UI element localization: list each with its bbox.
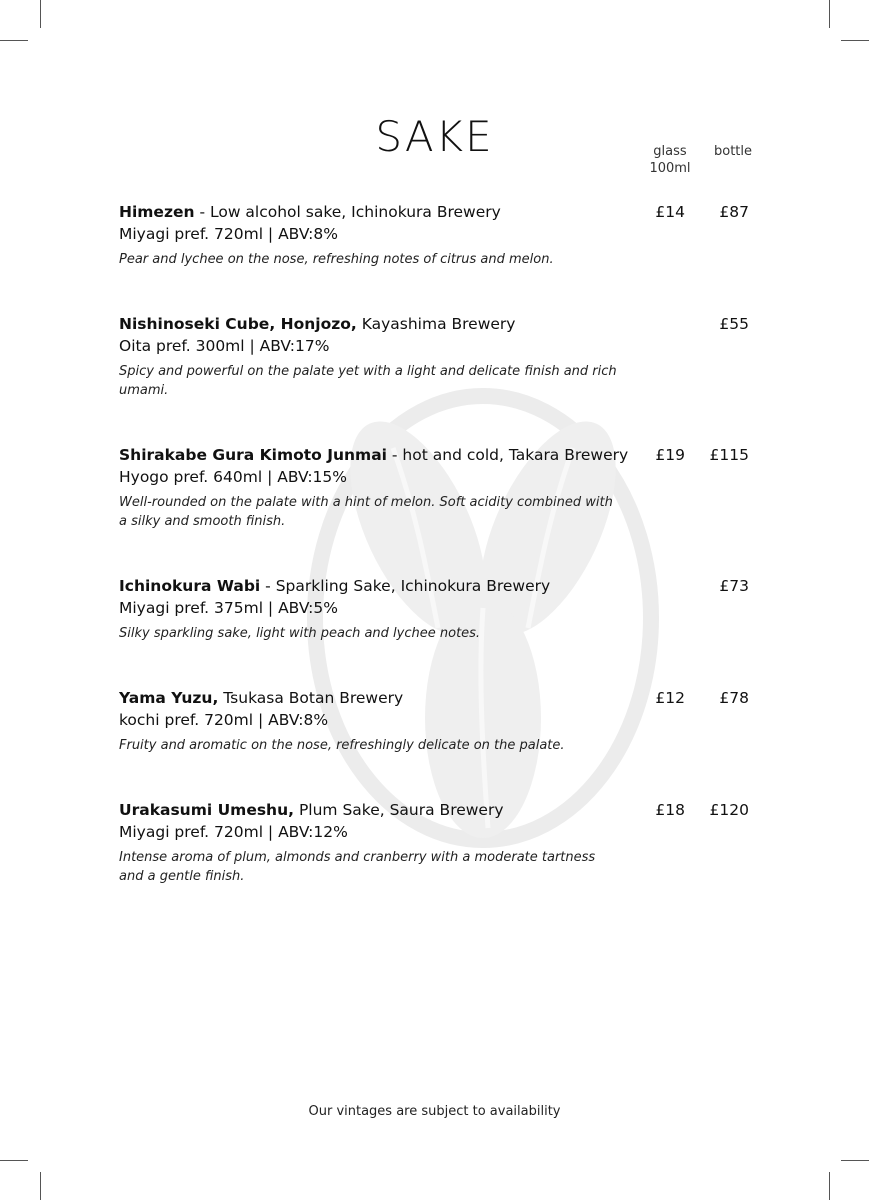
item-origin: Oita pref. 300ml | ABV:17% (119, 337, 330, 355)
list-item (119, 313, 759, 400)
item-name: Shirakabe Gura Kimoto Junmai (119, 446, 387, 464)
bottle-price: £73 (719, 577, 749, 595)
list-item (119, 799, 759, 886)
item-name: Ichinokura Wabi (119, 577, 261, 595)
item-description: Intense aroma of plum, almonds and cranberry with a moderate tartness and a gentle finish. (119, 850, 596, 884)
item-description: Pear and lychee on the nose, refreshing notes of citrus and melon. (119, 252, 554, 267)
crop-mark (841, 40, 869, 41)
item-detail: Kayashima Brewery (356, 315, 516, 333)
glass-price: £12 (655, 689, 685, 707)
bottle-price: £120 (709, 801, 749, 819)
item-origin: Hyogo pref. 640ml | ABV:15% (119, 468, 347, 486)
crop-mark (0, 40, 28, 41)
item-description: Silky sparkling sake, light with peach and lychee notes. (119, 626, 481, 641)
item-name: Urakasumi Umeshu, (119, 801, 295, 819)
item-detail: Plum Sake, Saura Brewery (294, 801, 504, 819)
bottle-price: £55 (719, 315, 749, 333)
glass-label: glass (653, 144, 687, 159)
bottle-column-header: bottle (713, 144, 752, 159)
item-detail: - Sparkling Sake, Ichinokura Brewery (260, 577, 551, 595)
page-title: SAKE (375, 112, 494, 161)
item-detail: - hot and cold, Takara Brewery (386, 446, 629, 464)
item-detail: Tsukasa Botan Brewery (218, 689, 404, 707)
item-origin: Miyagi pref. 720ml | ABV:8% (119, 225, 338, 243)
item-description: Spicy and powerful on the palate yet with a light and delicate finish and rich umami. (119, 364, 617, 398)
bottle-price: £78 (719, 689, 749, 707)
crop-mark (829, 1172, 830, 1200)
glass-price: £14 (655, 203, 685, 221)
item-detail: - Low alcohol sake, Ichinokura Brewery (194, 203, 501, 221)
item-description: Fruity and aromatic on the nose, refreshingly delicate on the palate. (119, 738, 565, 753)
bottle-price: £115 (709, 446, 749, 464)
item-name: Yama Yuzu, (119, 689, 219, 707)
list-item (119, 575, 759, 643)
glass-price: £19 (655, 446, 685, 464)
list-item (119, 687, 759, 755)
item-origin: kochi pref. 720ml | ABV:8% (119, 711, 329, 729)
crop-mark (841, 1160, 869, 1161)
glass-price: £18 (655, 801, 685, 819)
item-name: Himezen (119, 203, 195, 221)
glass-column-header (642, 143, 698, 177)
bottle-price: £87 (719, 203, 749, 221)
crop-mark (829, 0, 830, 28)
item-origin: Miyagi pref. 375ml | ABV:5% (119, 599, 338, 617)
list-item (119, 444, 759, 531)
item-name: Nishinoseki Cube, Honjozo, (119, 315, 357, 333)
crop-mark (40, 1172, 41, 1200)
list-item (119, 201, 759, 269)
glass-size-label: 100ml (649, 161, 691, 176)
item-origin: Miyagi pref. 720ml | ABV:12% (119, 823, 348, 841)
availability-footer: Our vintages are subject to availability (308, 1104, 561, 1119)
crop-mark (0, 1160, 28, 1161)
item-description: Well-rounded on the palate with a hint of melon. Soft acidity combined with a silky and smooth finish. (119, 495, 613, 529)
crop-mark (40, 0, 41, 28)
